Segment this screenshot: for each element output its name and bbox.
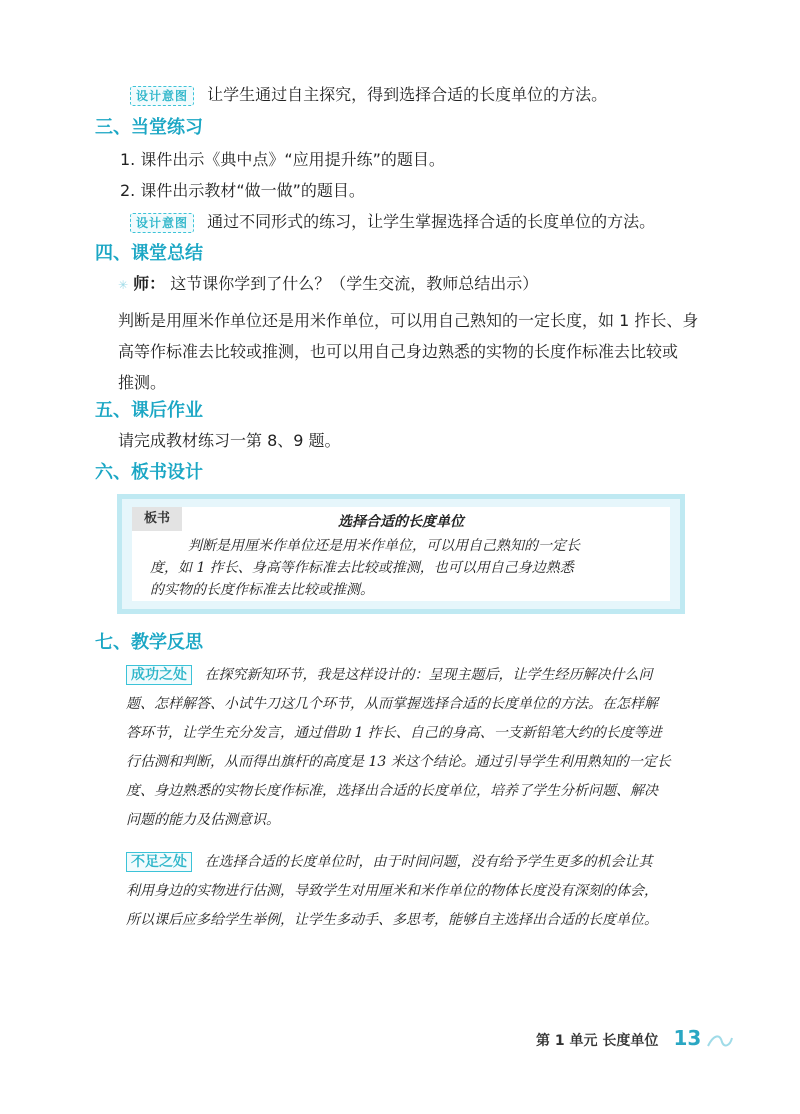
reflection-line: 问题的能力及估测意识。 [126,812,280,828]
reflection-line: 利用身边的实物进行估测，导致学生对用厘米和米作单位的物体长度没有深刻的体会， [126,883,658,899]
footer-unit-text: 第 1 单元 长度单位 [536,1033,659,1049]
page-number: 13 [673,1026,702,1050]
board-body [150,535,580,601]
reflection-line: 在探究新知环节，我是这样设计的：呈现主题后，让学生经历解决什么问 [204,667,653,683]
section-5-heading: 五、课后作业 [95,400,203,421]
section-3-heading: 三、当堂练习 [95,117,203,138]
exercise-item-1: 1. 课件出示《典中点》“应用提升练”的题目。 [120,150,445,169]
reflection-line: 在选择合适的长度单位时，由于时间问题，没有给予学生更多的机会让其 [204,854,653,870]
reflection-line: 题、怎样解答、小试牛刀这几个环节，从而掌握选择合适的长度单位的方法。在怎样解 [126,696,658,712]
summary-line: 高等作标准去比较或推测，也可以用自己身边熟悉的实物的长度作标准去比较或 [118,342,679,361]
shortfall-line-1 [126,848,658,877]
teacher-text: 这节课你学到了什么？（学生交流，教师总结出示） [170,274,539,293]
success-badge: 成功之处 [126,665,192,685]
success-paragraph [126,661,671,835]
intent-text: 让学生通过自主探究，得到选择合适的长度单位的方法。 [207,85,608,104]
section-4-heading: 四、课堂总结 [95,243,203,264]
board-line: 的实物的长度作标准去比较或推测。 [150,582,374,598]
page-footer [536,1026,734,1050]
summary-line: 判断是用厘米作单位还是用米作单位，可以用自己熟知的一定长度，如 1 拃长、身 [118,311,699,330]
board-line: 判断是用厘米作单位还是用米作单位，可以用自己熟知的一定长 [188,538,580,554]
exercise-item-2: 2. 课件出示教材“做一做”的题目。 [120,181,365,200]
shortfall-paragraph [126,848,658,935]
section-7-heading: 七、教学反思 [95,632,203,653]
reflection-line: 行估测和判断，从而得出旗杆的高度是 13 米这个结论。通过引导学生利用熟知的一定长 [126,754,671,770]
design-intent-badge: 设计意图 [130,86,194,106]
design-intent-badge: 设计意图 [130,213,194,233]
board-inner [132,507,670,601]
summary-paragraph [118,305,698,398]
wave-ornament-icon [706,1032,734,1050]
board-tag: 板书 [132,507,182,531]
intent-row-2 [130,211,655,233]
homework-text: 请完成教材练习一第 8、9 题。 [118,431,341,450]
teacher-line [118,273,538,296]
section-6-heading: 六、板书设计 [95,462,203,483]
shortfall-badge: 不足之处 [126,852,192,872]
reflection-line: 所以课后应多给学生举例，让学生多动手、多思考，能够自主选择出合适的长度单位。 [126,912,658,928]
teacher-label: 师： [133,274,166,293]
board-title: 选择合适的长度单位 [338,514,464,530]
blackboard-design-box [117,494,685,614]
reflection-line: 度、身边熟悉的实物长度作标准，选择出合适的长度单位，培养了学生分析问题、解决 [126,783,658,799]
reflection-line: 答环节，让学生充分发言，通过借助 1 拃长、自己的身高、一支新铅笔大约的长度等进 [126,725,662,741]
summary-line: 推测。 [118,373,167,392]
star-icon: ✳ [118,278,129,292]
intent-row-1 [130,84,607,106]
intent-text: 通过不同形式的练习，让学生掌握选择合适的长度单位的方法。 [207,212,656,231]
board-line: 度，如 1 拃长、身高等作标准去比较或推测，也可以用自己身边熟悉 [150,560,574,576]
success-line-1 [126,661,671,690]
